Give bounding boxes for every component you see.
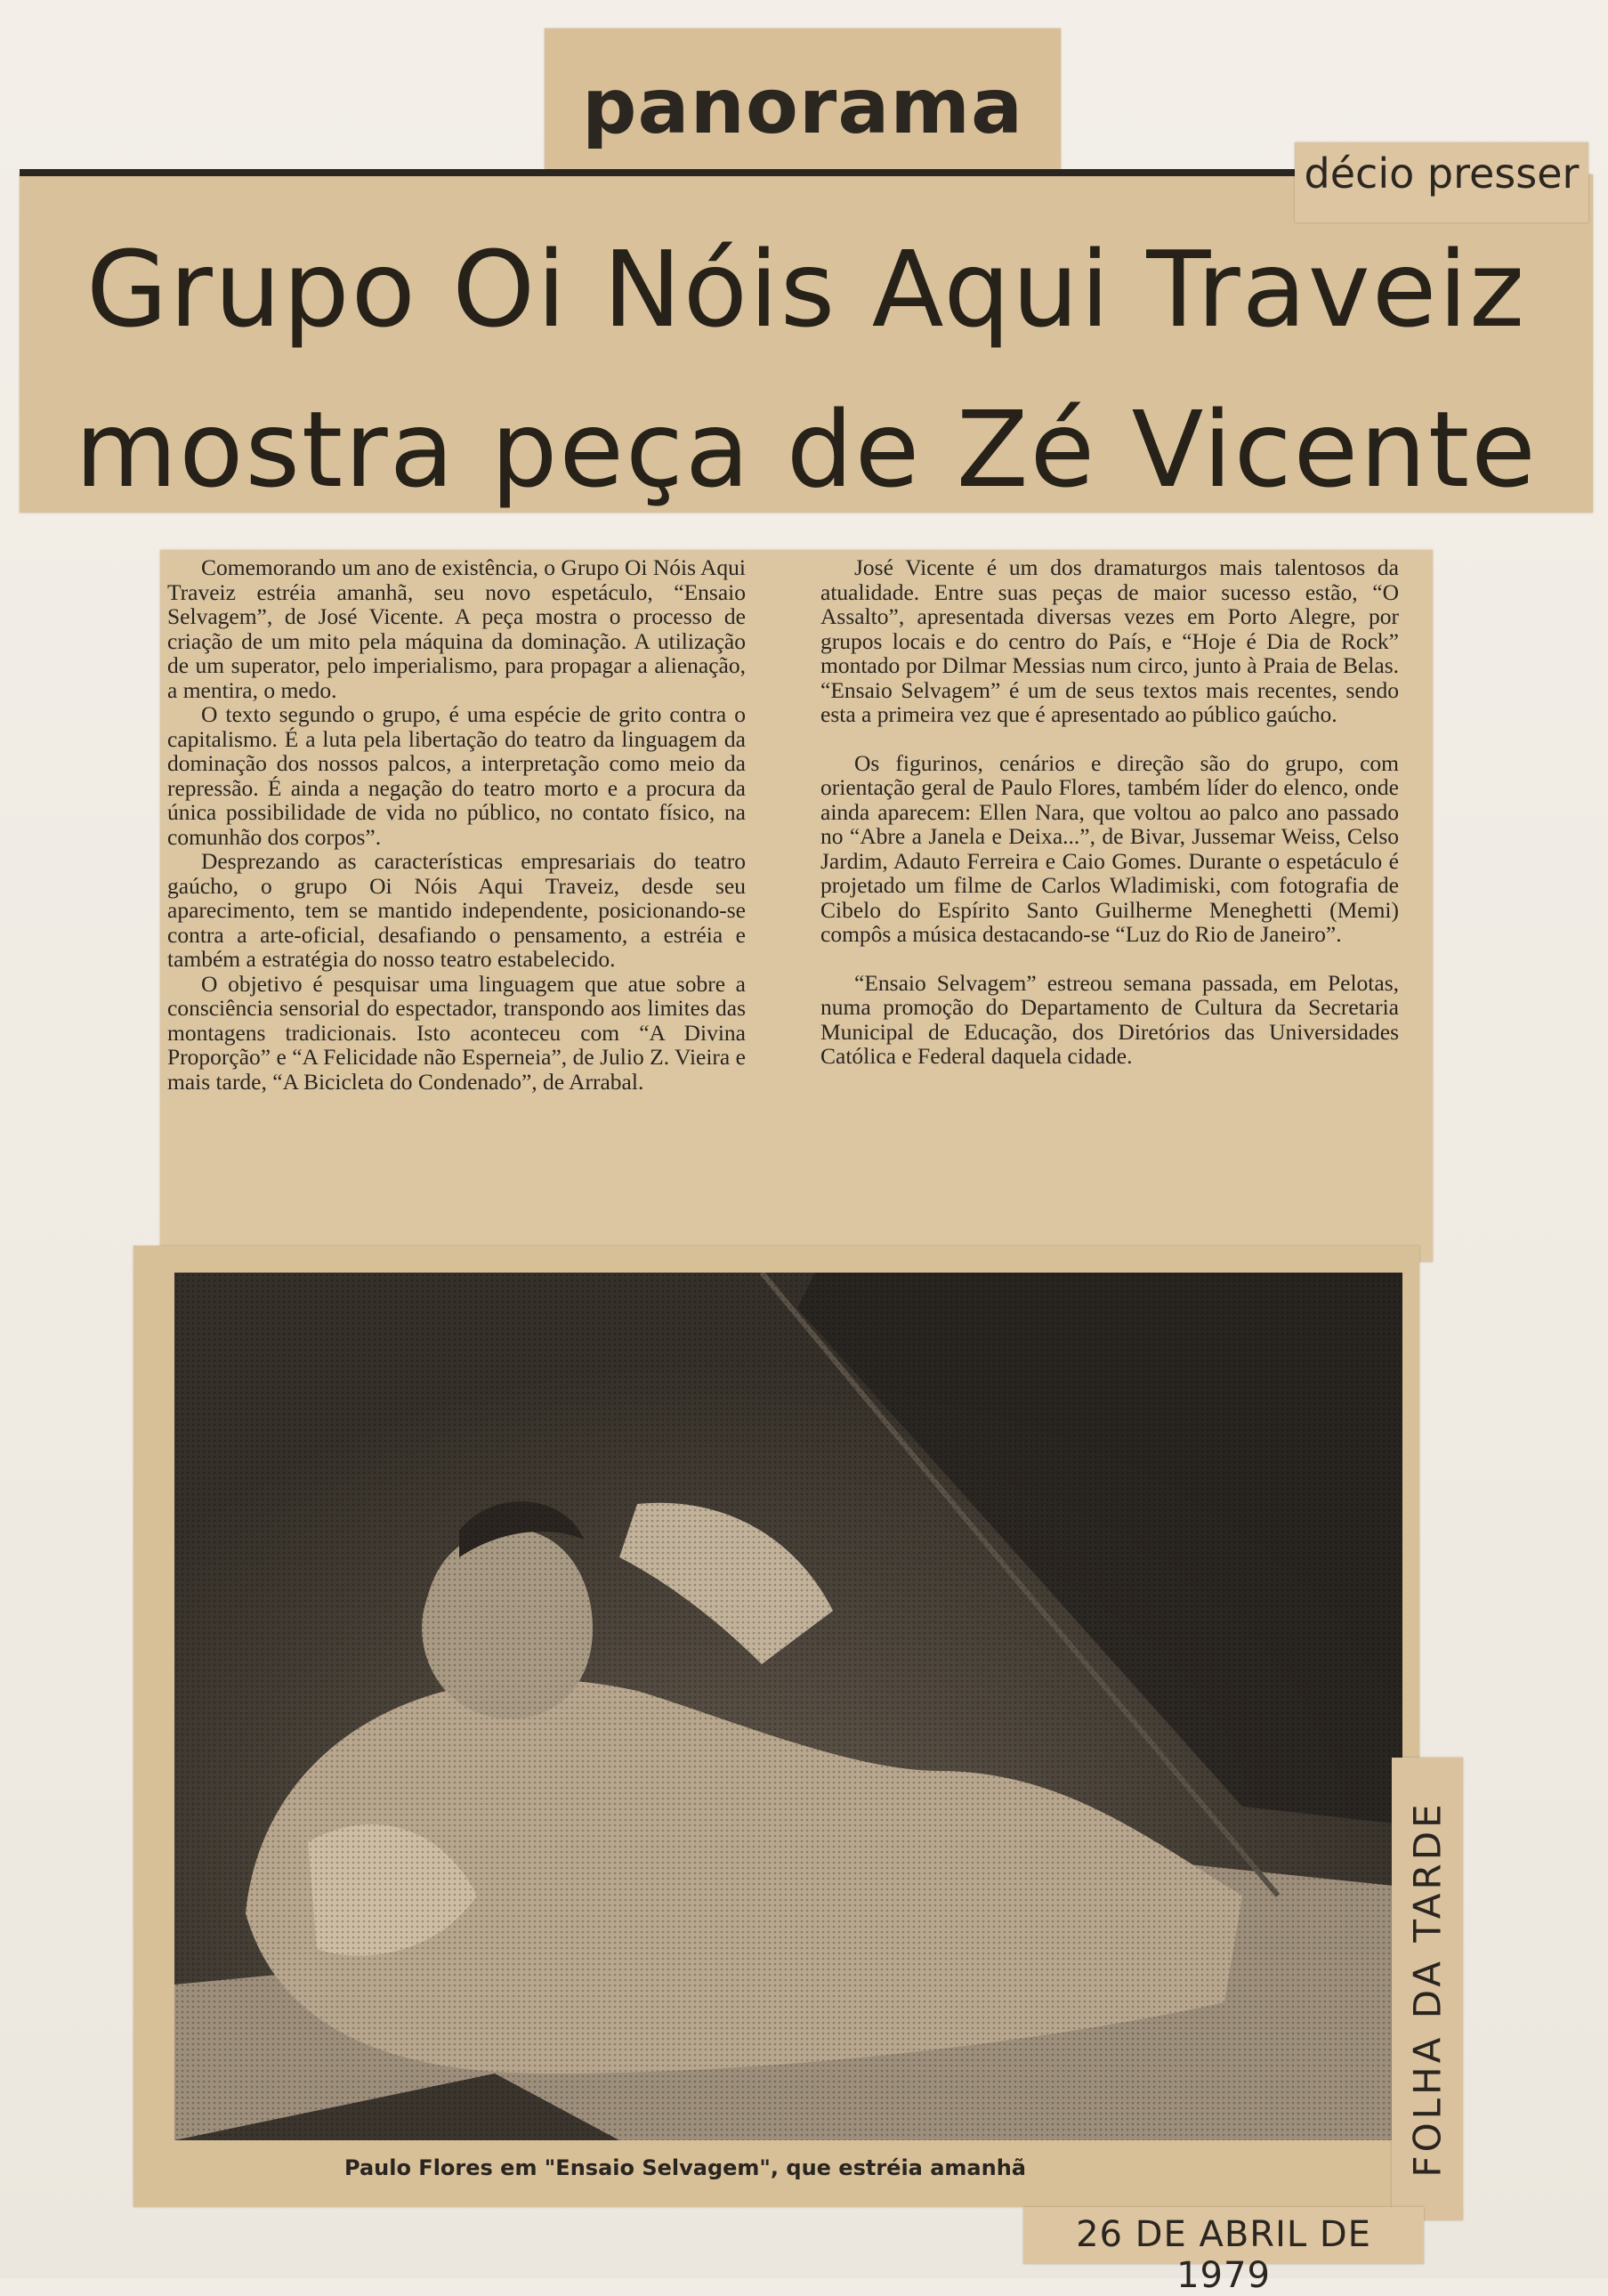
publication-clipping bbox=[1392, 1758, 1463, 2220]
article-paragraph: Os figurinos, cenários e direção são do grupo, com orientação geral de Paulo Flores, também líder do elenco, onde ainda aparecem: Ellen Nara, que voltou ao palco ano passado no “Abre a Janela e Deixa...”, de Bivar, Jussemar Weiss, Celso Jardim, Adauto Ferreira e Caio Gomes. Durante o espetáculo é projetado um filme de Carlos Wladimiski, com fotografia de Cibelo do Espírito Santo Guilherme Meneghetti (Memi) compôs a música destacando-se “Luz do Rio de Janeiro”. bbox=[820, 749, 1399, 947]
article-paragraph: O texto segundo o grupo, é uma espécie de grito contra o capitalismo. É a luta pela libertação do teatro da linguagem da dominação dos nossos palcos, a interpretação como meio da repressão. É ainda a negação do teatro morto e a procura da única possibilidade de vida no público, no contato físico, na comunhão dos corpos”. bbox=[167, 701, 746, 850]
photo-caption: Paulo Flores em "Ensaio Selvagem", que estréia amanhã bbox=[344, 2155, 1026, 2180]
header-rule bbox=[20, 169, 1301, 176]
article-paragraph: José Vicente é um dos dramaturgos mais talentosos da atualidade. Entre suas peças de maior sucesso estão, “O Assalto”, apresentada diversas vezes em Porto Alegre, por grupos locais e do centro do País, e “Hoje é Dia de Rock” montado por Dilmar Messias num circo, junto à Praia de Belas. “Ensaio Selvagem” é um de seus textos mais recentes, sendo esta a primeira vez que é apresentado ao público gaúcho. bbox=[820, 554, 1399, 727]
photo-clipping bbox=[133, 1246, 1419, 2207]
photo-image bbox=[174, 1273, 1402, 2140]
article-paragraph: O objetivo é pesquisar uma linguagem que atue sobre a consciência sensorial do espectador, transpondo aos limites das montagens tradicionais. Isto aconteceu com “A Divina Proporção” e “A Felicidade não Esperneia”, de Julio Z. Vieira e mais tarde, “A Bicicleta do Condenado”, de Arrabal. bbox=[167, 970, 746, 1095]
performance-photo bbox=[174, 1273, 1402, 2140]
headline-clipping bbox=[20, 174, 1593, 513]
article-right-column bbox=[820, 555, 1399, 1069]
author-clipping bbox=[1295, 142, 1588, 222]
publication-date: 26 DE ABRIL DE 1979 bbox=[1076, 2214, 1371, 2296]
article-clipping bbox=[160, 550, 1433, 1262]
author-byline: décio presser bbox=[1304, 150, 1580, 198]
section-header-clipping bbox=[545, 28, 1061, 180]
article-left-column bbox=[167, 555, 746, 1094]
section-title: panorama bbox=[582, 62, 1023, 151]
article-paragraph: Desprezando as características empresariais do teatro gaúcho, o grupo Oi Nóis Aqui Traveiz, desde seu aparecimento, tem se mantido independente, posicionando-se contra a arte-oficial, desafiando o pensamento, a estréia e também a estratégia do nosso teatro estabelecido. bbox=[167, 848, 746, 972]
article-paragraph: “Ensaio Selvagem” estreou semana passada, em Pelotas, numa promoção do Departamento de Cultura da Secretaria Municipal de Educação, dos Diretórios das Universidades Católica e Federal daquela cidade. bbox=[820, 969, 1399, 1069]
publication-name: FOLHA DA TARDE bbox=[1405, 1800, 1450, 2178]
headline-line-2: mostra peça de Zé Vicente bbox=[75, 388, 1538, 511]
article-paragraph: Comemorando um ano de existência, o Grupo Oi Nóis Aqui Traveiz estréia amanhã, seu novo espetáculo, “Ensaio Selvagem”, de José Vicente. A peça mostra o processo de criação de um mito pela máquina da dominação. A utilização de um superator, pelo imperialismo, para propagar a alienação, a mentira, o medo. bbox=[167, 554, 746, 703]
headline-line-1: Grupo Oi Nóis Aqui Traveiz bbox=[85, 228, 1527, 351]
date-clipping bbox=[1023, 2207, 1424, 2296]
